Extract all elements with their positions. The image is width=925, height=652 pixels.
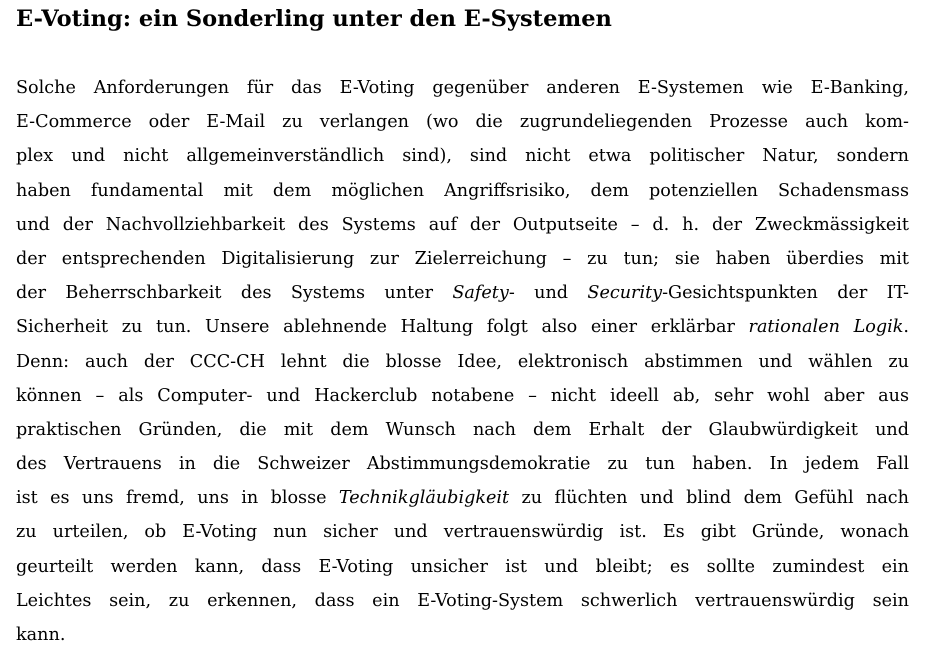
text-run: -Gesichtspunkten der IT-	[662, 283, 909, 304]
paragraph-line	[16, 584, 909, 618]
paragraph-line	[16, 310, 909, 344]
paragraph-line	[16, 413, 909, 447]
paragraph-line	[16, 481, 909, 515]
text-run: praktischen Gründen, die mit dem Wunsch nach dem Erhalt der Glaubwürdigkeit und	[16, 419, 909, 440]
text-run: .	[903, 317, 909, 338]
paragraph-line	[16, 276, 909, 310]
text-run: und der Nachvollziehbarkeit des Systems auf der Outputseite – d. h. der Zweckmässigkeit	[16, 214, 909, 235]
text-run: Denn: auch der CCC-CH lehnt die blosse Idee, elektronisch abstimmen und wählen zu	[16, 351, 909, 372]
text-run: der Beherrschbarkeit des Systems unter	[16, 283, 453, 304]
paragraph-line	[16, 71, 909, 105]
paragraph-line	[16, 515, 909, 549]
text-run: ist es uns fremd, uns in blosse	[16, 488, 339, 509]
text-run: kann.	[16, 625, 66, 645]
text-run: zu urteilen, ob E-Voting nun sicher und vertrauenswürdig ist. Es gibt Gründe, wonach	[16, 522, 909, 543]
paragraph-line	[16, 618, 909, 652]
text-run: haben fundamental mit dem möglichen Angriffsrisiko, dem potenziellen Schadensmass	[16, 180, 909, 201]
text-run: Leichtes sein, zu erkennen, dass ein E-Voting-System schwerlich vertrauenswürdig sein	[16, 590, 909, 611]
paragraph-line	[16, 345, 909, 379]
paragraph-line	[16, 139, 909, 173]
paragraph-line	[16, 379, 909, 413]
paragraph-line	[16, 105, 909, 139]
text-run: Sicherheit zu tun. Unsere ablehnende Haltung folgt also einer erklärbar	[16, 317, 749, 338]
text-run: können – als Computer- und Hackerclub notabene – nicht ideell ab, sehr wohl aber aus	[16, 385, 909, 406]
text-run: zu flüchten und blind dem Gefühl nach	[509, 488, 909, 509]
text-run: geurteilt werden kann, dass E-Voting unsicher ist und bleibt; es sollte zumindest ein	[16, 556, 909, 577]
paragraph-line	[16, 550, 909, 584]
paragraph-line	[16, 174, 909, 208]
text-run: der entsprechenden Digitalisierung zur Zielerreichung – zu tun; sie haben überdies mit	[16, 248, 909, 269]
body-paragraph	[16, 71, 909, 652]
italic-term: Safety	[452, 283, 509, 304]
paragraph-line	[16, 242, 909, 276]
section-heading: E-Voting: ein Sonderling unter den E-Systemen	[16, 6, 612, 32]
document-page	[16, 0, 909, 645]
italic-term: Technikgläubigkeit	[338, 488, 510, 509]
text-run: - und	[508, 283, 588, 304]
paragraph-line	[16, 447, 909, 481]
paragraph-line	[16, 208, 909, 242]
text-run: E-Commerce oder E-Mail zu verlangen (wo die zugrundeliegenden Prozesse auch kom-	[16, 112, 909, 133]
text-run: des Vertrauens in die Schweizer Abstimmungsdemokratie zu tun haben. In jedem Fall	[16, 454, 909, 475]
italic-term: rationalen Logik	[748, 317, 904, 338]
italic-term: Security	[587, 283, 663, 304]
text-run: Solche Anforderungen für das E-Voting gegenüber anderen E-Systemen wie E-Banking,	[16, 78, 909, 98]
text-run: plex und nicht allgemeinverständlich sind), sind nicht etwa politischer Natur, sondern	[16, 146, 909, 167]
